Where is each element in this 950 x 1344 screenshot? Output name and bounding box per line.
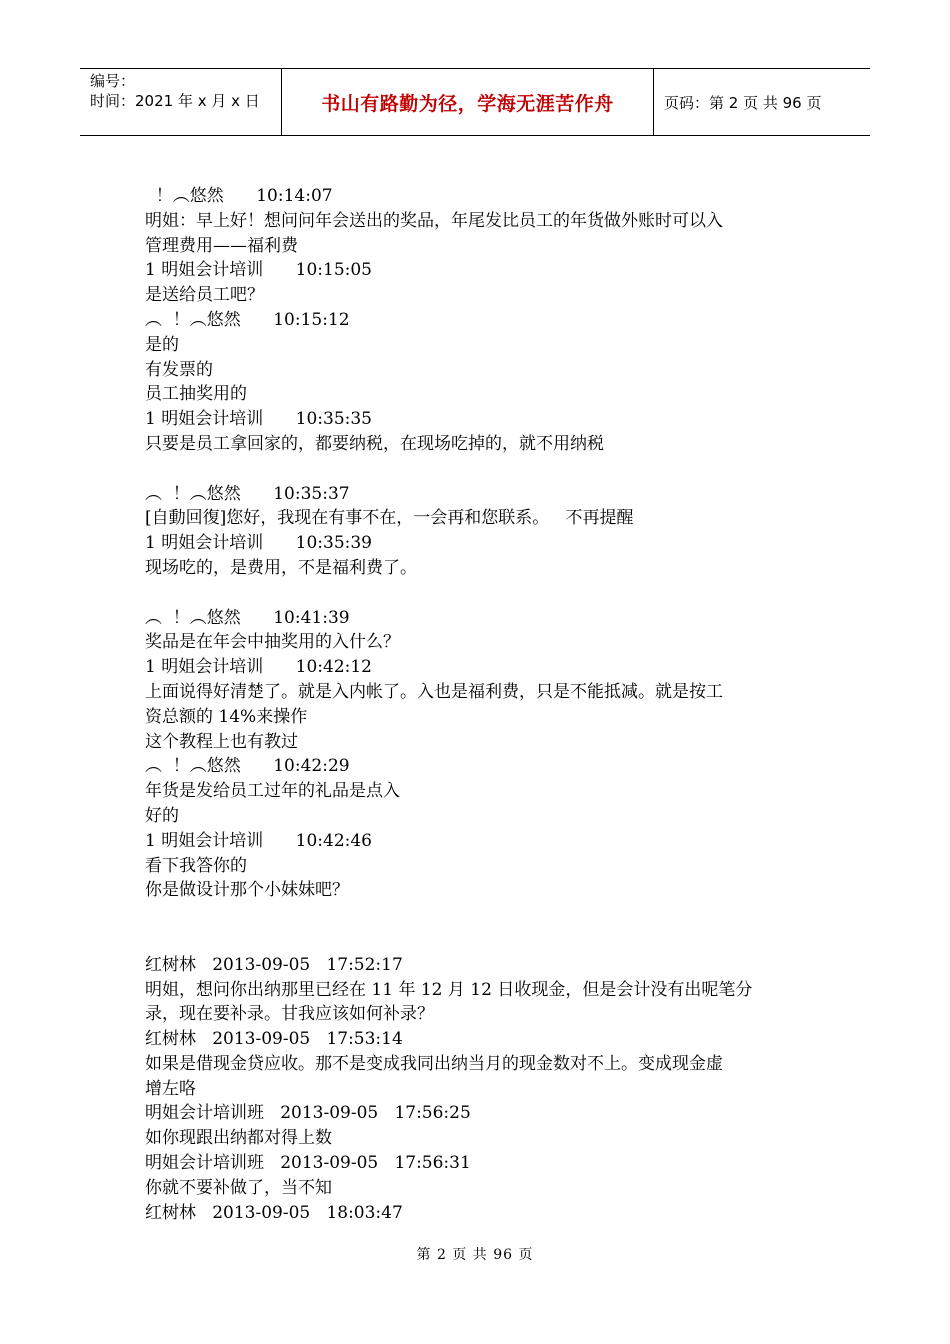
transcript-line: 红树林 2013-09-05 17:52:17 (145, 954, 403, 975)
transcript-line: 看下我答你的 (145, 855, 247, 876)
transcript-line: 红树林 2013-09-05 17:53:14 (145, 1029, 403, 1050)
transcript-line: 如你现跟出纳都对得上数 (145, 1128, 332, 1149)
transcript-line: 上面说得好清楚了。就是入内帐了。入也是福利费，只是不能抵减。就是按工 (145, 681, 723, 702)
footer-page-number: 第 2 页 共 96 页 (416, 1247, 534, 1263)
transcript-line: 明姐会计培训班 2013-09-05 17:56:31 (145, 1153, 471, 1174)
transcript-line: ︵ ！︵悠然 10:41:39 (145, 607, 350, 628)
transcript-line: 你就不要补做了，当不知 (145, 1177, 332, 1198)
transcript-line: ︵ ！︵悠然 10:15:12 (145, 309, 350, 330)
transcript-line (145, 457, 805, 482)
transcript-line: 如果是借现金贷应收。那不是变成我同出纳当月的现金数对不上。变成现金虚 (145, 1053, 723, 1074)
transcript-line: 红树林 2013-09-05 18:03:47 (145, 1202, 403, 1223)
transcript-line: ︵ ！︵悠然 10:35:37 (145, 483, 350, 504)
document-number-label: 编号： (90, 72, 136, 90)
transcript-line: 奖品是在年会中抽奖用的入什么？ (145, 632, 400, 653)
transcript-line: 明姐，想问你出纳那里已经在 11 年 12 月 12 日收现金，但是会计没有出呢笔分 (145, 979, 753, 1000)
header-page-number: 页码：第 2 页 共 96 页 (664, 93, 822, 112)
transcript-line: 现场吃的，是费用，不是福利费了。 (145, 557, 417, 578)
transcript-line: ！︵悠然 10:14:07 (145, 186, 333, 206)
transcript-line: 1 明姐会计培训 10:42:46 (145, 830, 372, 851)
header-page-cell (654, 69, 870, 135)
chat-transcript (145, 184, 805, 1225)
header-motto-cell (282, 69, 654, 135)
transcript-line: 是送给员工吧？ (145, 285, 264, 306)
transcript-line (145, 903, 805, 928)
transcript-line: 是的 (145, 334, 179, 355)
transcript-line: 管理费用——福利费 (145, 235, 298, 256)
transcript-line: 你是做设计那个小妹妹吧？ (145, 880, 349, 901)
page-header (80, 68, 870, 136)
header-left-cell (80, 69, 282, 135)
transcript-line: 1 明姐会计培训 10:15:05 (145, 260, 372, 281)
transcript-line: 年货是发给员工过年的礼品是点入 (145, 781, 400, 802)
transcript-line: ︵ ！︵悠然 10:42:29 (145, 756, 350, 777)
transcript-line: 录，现在要补录。甘我应该如何补录？ (145, 1004, 434, 1025)
transcript-line: 1 明姐会计培训 10:35:39 (145, 533, 372, 554)
transcript-line: 明姐：早上好！想问问年会送出的奖品，年尾发比员工的年货做外账时可以入 (145, 210, 723, 231)
transcript-line: 1 明姐会计培训 10:35:35 (145, 409, 372, 430)
page-footer (0, 1244, 950, 1264)
transcript-line: 增左咯 (145, 1078, 196, 1099)
transcript-line (145, 581, 805, 606)
transcript-line: 这个教程上也有教过 (145, 731, 298, 752)
transcript-line: 好的 (145, 805, 179, 826)
transcript-line: 明姐会计培训班 2013-09-05 17:56:25 (145, 1103, 471, 1124)
transcript-line: [自動回復]您好，我现在有事不在，一会再和您联系。 不再提醒 (145, 508, 634, 529)
transcript-line: 资总额的 14%来操作 (145, 706, 308, 727)
transcript-line: 只要是员工拿回家的，都要纳税，在现场吃掉的，就不用纳税 (145, 433, 604, 454)
transcript-line (145, 928, 805, 953)
transcript-line: 有发票的 (145, 359, 213, 380)
document-date-label: 时间：2021 年 x 月 x 日 (90, 92, 260, 110)
transcript-line: 1 明姐会计培训 10:42:12 (145, 657, 372, 678)
header-motto: 书山有路勤为径，学海无涯苦作舟 (321, 92, 614, 115)
transcript-line: 员工抽奖用的 (145, 384, 247, 405)
